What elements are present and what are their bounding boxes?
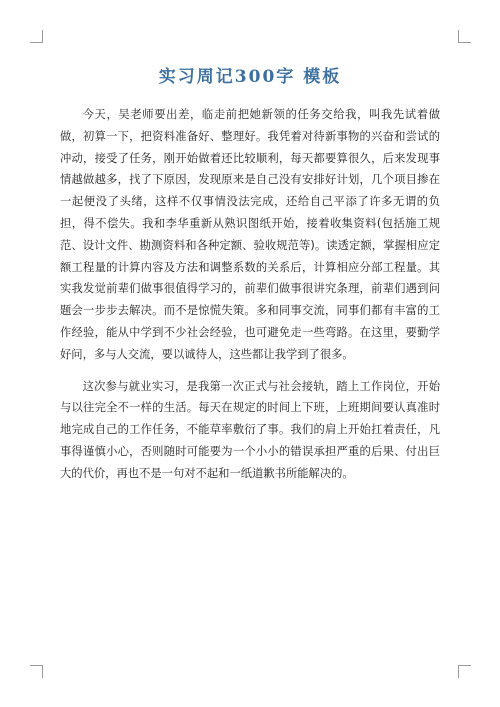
crop-mark-bottom-left (30, 665, 43, 678)
crop-mark-top-left (30, 30, 43, 43)
crop-mark-bottom-right (458, 665, 471, 678)
paragraph: 今天，吴老师要出差，临走前把她新领的任务交给我，叫我先试着做做，初算一下，把资料准备好、整理好。我凭着对待新事物的兴奋和尝试的冲动，接受了任务，刚开始做着还比较顺利，每天都要算很久，后来发现事情越做越多，找了下原因，发现原来是自己没有安排好计划，几个项目掺在一起便没了头绪，这样不仅事情没法完成，还给自己平添了许多无谓的负担，得不偿失。我和李华重新从熟识图纸开始，接着收集资料(包括施工规范、设计文件、勘测资料和各种定额、验收规范等)。读透定额，掌握相应定额工程量的计算内容及方法和调整系数的关系后，计算相应分部工程量。其实我发觉前辈们做事很值得学习的，前辈们做事很讲究条理，前辈们遇到问题会一步步去解决。而不是惊慌失策。多和同事交流，同事们都有丰富的工作经验，能从中学到不少社会经验，也可避免走一些弯路。在这里，要勤学好问，多与人交流，要以诚待人，这些都让我学到了很多。 (60, 108, 440, 361)
document-title: 实习周记300字 模板 (158, 67, 342, 87)
paragraph: 这次参与就业实习，是我第一次正式与社会接轨，踏上工作岗位，开始与以往完全不一样的生活。每天在规定的时间上下班，上班期间要认真准时地完成自己的工作任务，不能草率敷衍了事。我们的肩上开始扛着责任，凡事得谨慎小心，否则随时可能要为一个小小的错误承担严重的后果、付出巨大的代价，再也不是一句对不起和一纸道歉书所能解决的。 (60, 379, 440, 480)
document-body (60, 104, 440, 495)
crop-mark-top-right (458, 30, 471, 43)
